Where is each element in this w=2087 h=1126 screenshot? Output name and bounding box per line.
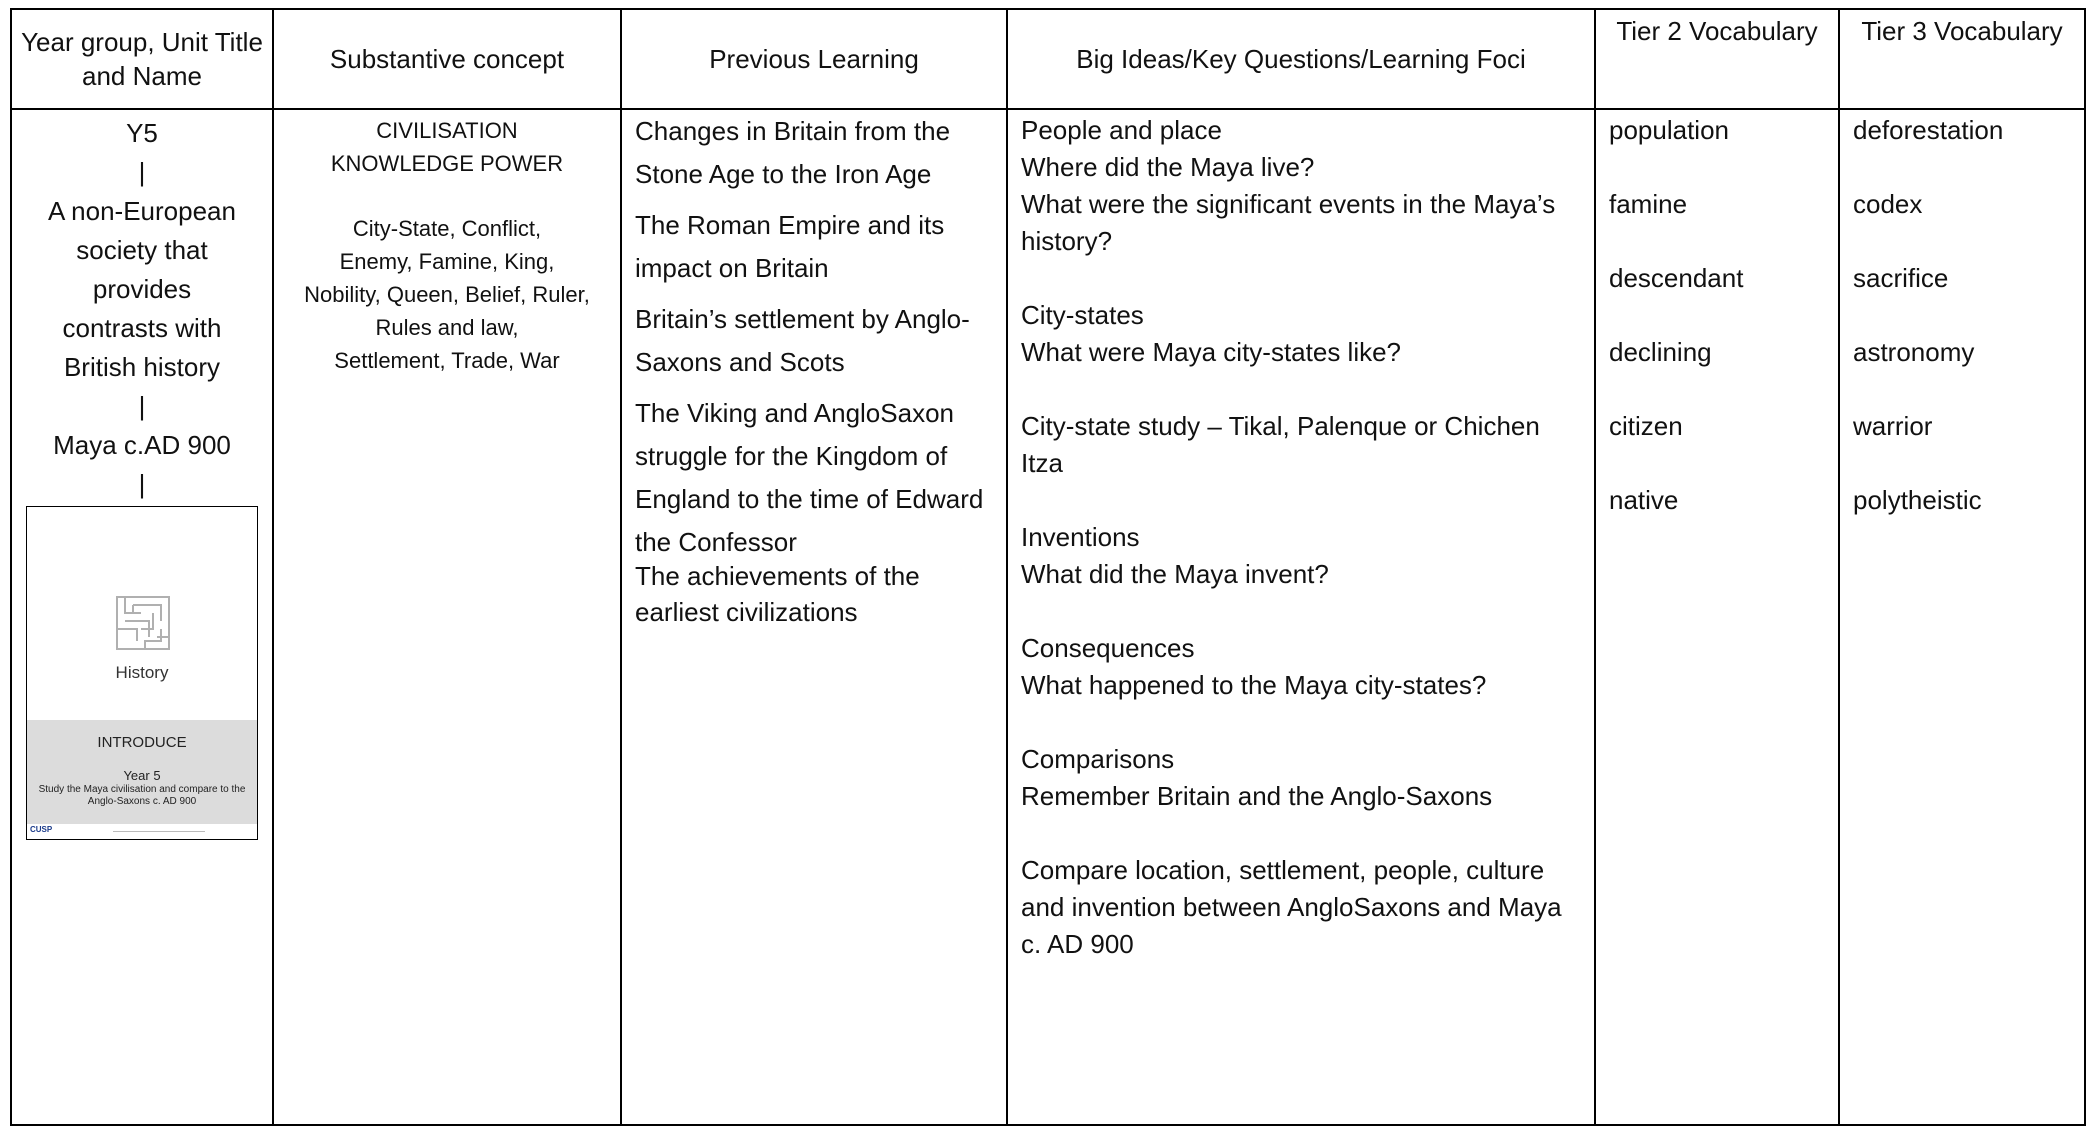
concept-terms: Enemy, Famine, King, [339,249,555,274]
header-row [11,9,2085,109]
unit-title-line: society that [76,235,208,265]
tier2-word: descendant [1609,263,1744,293]
tier2-word: declining [1609,337,1712,367]
unit-title-line: British history [63,352,221,382]
concept-terms: City-State, Conflict, [352,216,542,241]
big-idea-block [1021,408,1586,482]
tier3-word: warrior [1853,411,1933,441]
thumbnail-subject: History [115,663,169,682]
maze-icon [115,595,171,651]
year-label: Y5 [126,118,158,148]
previous-learning-cell [621,109,1007,1125]
separator: | [138,469,146,499]
unit-name: Maya c.AD 900 [53,430,231,460]
big-idea-heading: Consequences [1021,633,1195,663]
big-idea-heading: People and place [1021,115,1222,145]
key-question: What were the significant events in the Maya’s history? [1021,189,1556,256]
unit-cover-thumbnail [26,506,258,840]
previous-learning-item: The Roman Empire and its impact on Britain [635,210,945,283]
big-idea-block [1021,112,1586,260]
header-tier2-vocabulary: Tier 2 Vocabulary [1595,9,1839,109]
unit-title-line: A non-European [48,196,236,226]
big-idea-block [1021,741,1586,815]
substantive-concept-cell [273,109,621,1125]
key-question: What did the Maya invent? [1021,559,1329,589]
key-question: Remember Britain and the Anglo-Saxons [1021,781,1493,811]
concept-terms: Nobility, Queen, Belief, Ruler, [304,282,590,307]
concept-heading: KNOWLEDGE POWER [330,151,564,176]
previous-learning-item: The achievements of the earliest civilizations [635,561,920,627]
header-tier3-vocabulary: Tier 3 Vocabulary [1839,9,2085,109]
concept-terms: Rules and law, [375,315,519,340]
big-idea-heading: Comparisons [1021,744,1175,774]
tier2-word: native [1609,485,1679,515]
key-question: Where did the Maya live? [1021,152,1315,182]
footer-rule [113,831,205,832]
big-ideas-cell [1007,109,1595,1125]
thumbnail-stage: INTRODUCE [97,734,187,751]
tier2-word: population [1609,115,1729,145]
tier2-word: famine [1609,189,1688,219]
unit-title-line: contrasts with [62,313,222,343]
separator: | [138,157,146,187]
big-idea-heading: Compare location, settlement, people, culture and invention between AngloSaxons and Maya c. AD 900 [1021,855,1562,959]
separator: | [138,391,146,421]
big-idea-block [1021,852,1586,963]
key-question: What were Maya city-states like? [1021,337,1402,367]
big-idea-heading: Inventions [1021,522,1140,552]
unit-cell [11,109,273,1125]
curriculum-table [10,8,2086,1126]
unit-row [11,109,2085,1125]
thumbnail-footer [27,824,257,839]
tier3-word: astronomy [1853,337,1975,367]
big-idea-block [1021,297,1586,371]
unit-title-line: provides [92,274,192,304]
big-idea-heading: City-states [1021,300,1144,330]
header-big-ideas: Big Ideas/Key Questions/Learning Foci [1007,9,1595,109]
thumbnail-description: Study the Maya civilisation and compare to the Anglo-Saxons c. AD 900 [38,784,246,807]
tier3-word: codex [1853,189,1923,219]
concept-terms: Settlement, Trade, War [334,348,560,373]
tier3-word: sacrifice [1853,263,1949,293]
previous-learning-item: Changes in Britain from the Stone Age to the Iron Age [635,116,951,189]
tier2-vocabulary-cell [1595,109,1839,1125]
header-substantive-concept: Substantive concept [273,9,621,109]
thumbnail-year: Year 5 [123,768,161,783]
previous-learning-item: Britain’s settlement by Anglo-Saxons and Scots [635,304,970,377]
big-idea-block [1021,519,1586,593]
tier3-word: deforestation [1853,115,2004,145]
cusp-logo: CUSP [30,825,53,834]
big-idea-heading: City-state study – Tikal, Palenque or Chichen Itza [1021,411,1540,478]
tier3-word: polytheistic [1853,485,1982,515]
header-previous-learning: Previous Learning [621,9,1007,109]
previous-learning-item: The Viking and AngloSaxon struggle for the Kingdom of England to the time of Edward the Confessor [635,398,984,557]
header-year-group: Year group, Unit Title and Name [11,9,273,109]
tier3-vocabulary-cell [1839,109,2085,1125]
thumbnail-band [27,720,257,824]
tier2-word: citizen [1609,411,1683,441]
concept-heading: CIVILISATION [376,118,518,143]
key-question: What happened to the Maya city-states? [1021,670,1487,700]
big-idea-block [1021,630,1586,704]
